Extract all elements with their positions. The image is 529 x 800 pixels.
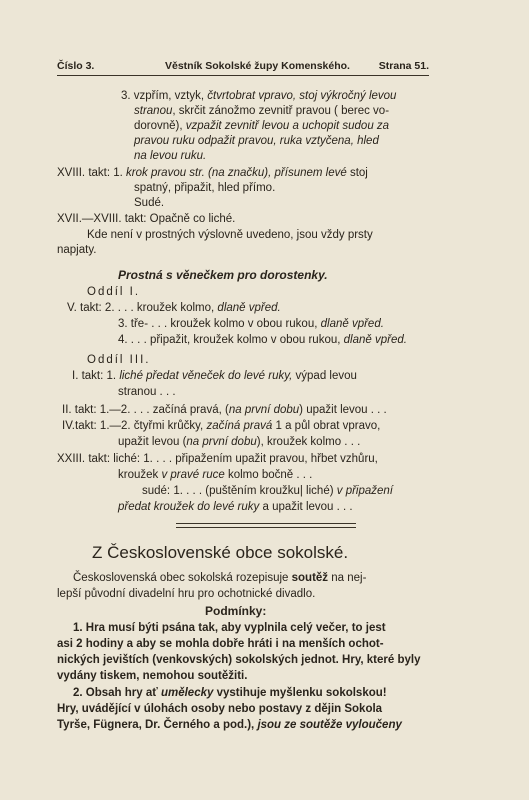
text-segment: v připažení [336, 485, 394, 497]
text-segment: v pravé ruce [161, 469, 225, 481]
text-segment: Prostná s věnečkem pro dorostenky. [118, 268, 328, 282]
text-segment: na první dobu [228, 404, 300, 416]
text-line [134, 134, 379, 149]
text-segment: jsou ze soutěže vyloučeny [257, 719, 402, 731]
section-divider [176, 523, 356, 528]
text-segment: XVII.—XVIII. takt: Opačně co liché. [57, 213, 236, 225]
text-segment: liché předat věneček do levé ruky, [119, 370, 293, 382]
text-segment: ) upažit levou . . . [299, 404, 387, 416]
text-line [57, 718, 402, 733]
text-segment: předat kroužek do levé ruky [118, 501, 260, 513]
text-line [118, 468, 312, 483]
text-segment: napjaty. [57, 244, 97, 256]
text-segment: krok pravou str. (na značku), přísunem levé [126, 167, 347, 179]
text-segment: vzpažit zevnitř levou a uchopit sudou za [185, 120, 390, 132]
text-segment: II. takt: 1.—2. . . . začíná pravá, ( [62, 404, 229, 416]
text-segment: dlaně vpřed. [343, 334, 407, 346]
text-line [73, 621, 386, 636]
text-segment: I. takt: 1. [72, 370, 120, 382]
text-segment: vydány tiskem, nemohou soutěžiti. [57, 670, 248, 682]
header-rule [57, 75, 429, 76]
text-segment: pravou ruku odpažit pravou, ruka vztyčena, hled [134, 135, 379, 147]
text-line [67, 301, 281, 316]
text-line [87, 353, 150, 368]
text-segment: ), kroužek kolmo . . . [256, 436, 361, 448]
text-line [57, 637, 384, 652]
text-segment: začíná pravá [206, 420, 273, 432]
text-segment: na první dobu [186, 436, 257, 448]
text-line [118, 435, 360, 450]
text-line [134, 196, 164, 211]
text-segment: 1 a půl obrat vpravo, [272, 420, 381, 432]
text-segment: stranou . . . [118, 386, 176, 398]
running-header [57, 60, 429, 76]
text-segment: Československá obec sokolská rozepisuje [73, 572, 292, 584]
text-segment: Oddíl I. [87, 286, 141, 298]
text-segment: IV.takt: 1.—2. čtyřmi krůčky, [62, 420, 207, 432]
text-line [118, 317, 384, 332]
text-segment: stranou [134, 105, 173, 117]
text-segment: 1. Hra musí býti psána tak, aby vyplnila celý večer, to jest [73, 622, 386, 634]
text-segment: XVIII. takt: 1. [57, 167, 127, 179]
text-segment: 3. tře- . . . kroužek kolmo v obou rukou, [118, 318, 321, 330]
text-segment: Z Československé obce sokolské. [92, 543, 349, 562]
text-segment: dorovně), [134, 120, 186, 132]
text-line [57, 587, 315, 602]
text-segment: 4. . . . připažit, kroužek kolmo v obou rukou, [118, 334, 344, 346]
text-segment: asi 2 hodiny a aby se mohla dobře hráti i na menších ochot- [57, 638, 384, 650]
text-line [73, 571, 366, 586]
page-number: Strana 51. [378, 60, 429, 72]
text-segment: sudé: 1. . . . (puštěním kroužku| liché) [142, 485, 337, 497]
text-segment: na nej- [328, 572, 367, 584]
text-segment: 2. Obsah hry ať [73, 687, 161, 699]
text-segment: umělecky [160, 687, 214, 699]
text-segment: dlaně vpřed. [320, 318, 384, 330]
text-segment: výpad levou [292, 370, 357, 382]
text-line [62, 403, 387, 418]
text-line [57, 702, 382, 717]
text-segment: Tyrše, Fügnera, Dr. Černého a pod.), [57, 719, 258, 731]
text-segment: V. takt: 2. . . . kroužek kolmo, [67, 302, 218, 314]
text-line [73, 686, 387, 701]
text-line [72, 369, 357, 384]
text-line [134, 119, 389, 134]
text-line [57, 653, 420, 668]
text-line [134, 104, 389, 119]
section-subtitle [118, 268, 328, 284]
text-line [57, 166, 368, 181]
text-segment: vystihuje myšlenku sokolskou! [213, 687, 387, 699]
text-segment: stoj [346, 167, 368, 179]
text-line [57, 212, 235, 227]
text-segment: kroužek [118, 469, 162, 481]
text-segment: lepší původní divadelní hru pro ochotnické divadlo. [57, 588, 316, 600]
text-segment: , skrčit zánožmo zevnitř pravou ( berec vo- [172, 105, 390, 117]
text-line [57, 669, 247, 684]
section-title [92, 545, 348, 563]
text-line [87, 228, 373, 243]
text-segment: soutěž [291, 572, 329, 584]
text-segment: a upažit levou . . . [259, 501, 353, 513]
text-segment: Sudé. [134, 197, 165, 209]
text-line [118, 500, 353, 515]
text-segment: dlaně vpřed. [217, 302, 281, 314]
text-segment: kolmo bočně . . . [224, 469, 313, 481]
text-segment: 3. vzpřím, vztyk, [121, 90, 208, 102]
text-line [62, 419, 380, 434]
text-line [142, 484, 393, 499]
text-segment: na levou ruku. [134, 150, 207, 162]
journal-title: Věstník Sokolské župy Komenského. [165, 60, 350, 72]
issue-number: Číslo 3. [57, 60, 95, 72]
conditions-heading [205, 604, 266, 620]
text-line [57, 243, 96, 258]
text-line [118, 333, 407, 348]
text-segment: čtvrtobrat vpravo, stoj výkročný levou [207, 90, 397, 102]
text-line [134, 181, 275, 196]
text-segment: nických jevištích (venkovských) sokolských jednot. Hry, které byly [57, 654, 421, 666]
text-segment: Oddíl III. [87, 354, 151, 366]
text-line [121, 89, 396, 104]
text-segment: Hry, uvádějící v úlohách osoby nebo postavy z dějin Sokola [57, 703, 383, 715]
text-line [57, 452, 378, 467]
text-line [118, 385, 176, 400]
text-segment: Podmínky: [205, 604, 267, 618]
text-line [87, 285, 140, 300]
text-segment: Kde není v prostných výslovně uvedeno, jsou vždy prsty [87, 229, 373, 241]
text-line [134, 149, 206, 164]
text-segment: upažit levou ( [118, 436, 187, 448]
text-segment: spatný, připažit, hled přímo. [134, 182, 276, 194]
text-segment: XXIII. takt: liché: 1. . . . připažením upažit pravou, hřbet vzhůru, [57, 453, 378, 465]
